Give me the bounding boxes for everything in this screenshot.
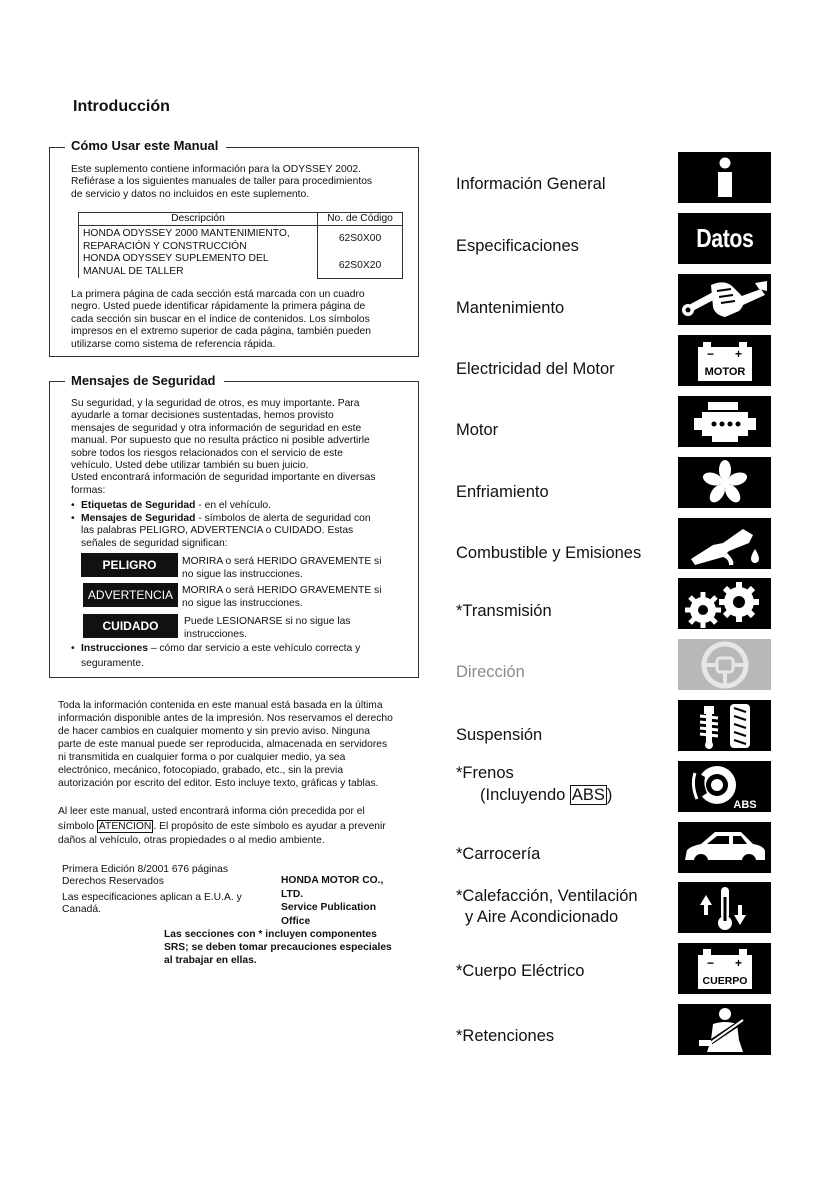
list-item bbox=[71, 643, 411, 670]
bullet-title: Instrucciones bbox=[81, 643, 148, 654]
notice-line: ni transmitida en cualquier forma o por cualquier medio, ya sea bbox=[58, 752, 346, 763]
publisher-line: Service Publication bbox=[281, 902, 376, 913]
svg-text:−: − bbox=[706, 955, 714, 970]
bullet-title: Etiquetas de Seguridad bbox=[81, 500, 196, 511]
battery-cuerpo-icon[interactable] bbox=[678, 943, 771, 994]
list-item bbox=[71, 500, 411, 513]
battery-motor-icon[interactable] bbox=[678, 335, 771, 386]
usage-intro bbox=[71, 164, 411, 201]
table-header-description: Descripción bbox=[79, 213, 318, 226]
gears-icon[interactable] bbox=[678, 578, 771, 629]
section-link-calefaccion[interactable]: *Calefacción, Ventilación bbox=[456, 887, 638, 905]
publisher-line: Office bbox=[281, 915, 311, 927]
section-link-motor[interactable]: Motor bbox=[456, 421, 499, 439]
bullet-text: - símbolos de alerta de seguridad con bbox=[195, 512, 371, 524]
shock-absorber-icon[interactable] bbox=[678, 700, 771, 751]
section-sublabel-frenos-abs[interactable] bbox=[480, 786, 612, 805]
datos-icon[interactable] bbox=[678, 213, 771, 264]
srs-line: al trabajar en ellas. bbox=[164, 955, 257, 966]
section-link-carroceria[interactable]: *Carrocería bbox=[456, 845, 541, 863]
cuidado-label: CUIDADO bbox=[83, 614, 178, 638]
publisher bbox=[281, 874, 421, 928]
wrench-hand-icon[interactable] bbox=[678, 274, 771, 325]
safety-line: Su seguridad, y la seguridad de otros, es muy importante. Para bbox=[71, 398, 360, 409]
signal-line: MORIRA o será HERIDO GRAVEMENTE si bbox=[182, 585, 382, 596]
datos-icon-text: Datos bbox=[695, 223, 754, 253]
section-link-electricidad-motor[interactable]: Electricidad del Motor bbox=[456, 360, 615, 378]
safety-paragraph bbox=[71, 398, 411, 497]
list-item bbox=[71, 513, 411, 551]
battery-cuerpo-icon-text: CUERPO bbox=[702, 974, 747, 987]
info-icon[interactable] bbox=[678, 152, 771, 203]
table-header-row bbox=[79, 213, 403, 226]
safety-bullets-2 bbox=[71, 643, 411, 670]
usage-after bbox=[71, 289, 411, 351]
bullet-title: Mensajes de Seguridad bbox=[81, 512, 196, 524]
publisher-line: HONDA MOTOR CO., bbox=[281, 875, 384, 886]
cuidado-text bbox=[184, 615, 351, 641]
safety-line: formas: bbox=[71, 484, 106, 496]
bullet-text: seguramente. bbox=[81, 657, 144, 669]
edition-line: Primera Edición 8/2001 676 páginas bbox=[62, 864, 229, 875]
description-line: REPARACIÓN Y CONSTRUCCIÓN bbox=[83, 240, 247, 252]
page-title: Introducción bbox=[73, 98, 170, 115]
safety-line: ayudarle a tomar decisiones sustentadas, hemos provisto bbox=[71, 410, 334, 422]
steering-wheel-icon[interactable] bbox=[678, 639, 771, 690]
description-line: MANUAL DE TALLER bbox=[83, 265, 184, 277]
notice-line: electrónico, mecánico, fotocopiado, grabado, etc., sin la previa bbox=[58, 765, 344, 776]
engine-icon[interactable] bbox=[678, 396, 771, 447]
notice-line: información disponible antes de la impresión. Nos reservamos el derecho bbox=[58, 713, 393, 724]
table-cell-code bbox=[318, 226, 403, 278]
table-row bbox=[79, 226, 403, 278]
abs-boxed-label: ABS bbox=[571, 786, 605, 804]
usage-after-line: impresos en el extremo superior de cada página, también pueden bbox=[71, 326, 371, 338]
description-line: HONDA ODYSSEY 2000 MANTENIMIENTO, bbox=[83, 228, 290, 240]
svg-text:+: + bbox=[734, 346, 742, 361]
usage-intro-line: de servicio y datos no incluidos en este suplemento. bbox=[71, 188, 310, 200]
abs-icon-text: ABS bbox=[732, 798, 757, 811]
signal-line: no sigue las instrucciones. bbox=[182, 569, 303, 580]
edition-line: Derechos Reservados bbox=[62, 876, 164, 888]
table-header-code: No. de Código bbox=[318, 213, 403, 226]
table-cell-description bbox=[79, 226, 318, 278]
usage-legend: Cómo Usar este Manual bbox=[65, 138, 226, 153]
signal-line: MORIRA o será HERIDO GRAVEMENTE si bbox=[182, 556, 382, 567]
edition-info bbox=[62, 864, 272, 917]
manual-codes-table bbox=[78, 212, 403, 279]
frenos-sublabel-text: ) bbox=[606, 786, 613, 804]
section-link-combustible-emisiones[interactable]: Combustible y Emisiones bbox=[456, 544, 642, 562]
seatbelt-icon[interactable] bbox=[678, 1004, 771, 1055]
section-link-mantenimiento[interactable]: Mantenimiento bbox=[456, 299, 565, 317]
section-sublabel-aire-acondicionado[interactable]: y Aire Acondicionado bbox=[465, 908, 619, 926]
notice-line: Toda la información contenida en este manual está basada en la última bbox=[58, 700, 383, 711]
code-value: 62S0X20 bbox=[338, 259, 382, 271]
usage-intro-line: Refiérase a los siguientes manuales de taller para procedimientos bbox=[71, 176, 373, 188]
safety-legend: Mensajes de Seguridad bbox=[65, 373, 224, 388]
notice-line: de hacer cambios en cualquier momento y sin previo aviso. Ninguna bbox=[58, 726, 370, 737]
code-value: 62S0X00 bbox=[338, 233, 382, 245]
usage-after-line: negro. Usted puede identificar rápidamente la primera página de bbox=[71, 301, 366, 313]
advertencia-text bbox=[182, 584, 382, 610]
safety-line: mensajes de seguridad y otra información de seguridad en este bbox=[71, 422, 362, 434]
svg-text:−: − bbox=[706, 346, 714, 361]
safety-bullets bbox=[71, 500, 411, 550]
safety-line: manual. Por supuesto que no resulta práctico ni posible advertirle bbox=[71, 435, 370, 447]
signal-line: no sigue las instrucciones. bbox=[182, 598, 303, 609]
advertencia-label: ADVERTENCIA bbox=[83, 583, 178, 607]
edition-line: Las especificaciones aplican a E.U.A. y bbox=[62, 891, 242, 903]
svg-text:+: + bbox=[734, 955, 742, 970]
section-link-cuerpo-electrico[interactable]: *Cuerpo Eléctrico bbox=[456, 962, 585, 980]
edition-line: Canadá. bbox=[62, 904, 101, 916]
bullet-text: – cómo dar servicio a este vehículo correcta y bbox=[147, 643, 361, 654]
atencion-symbol: ATENCION bbox=[98, 820, 152, 832]
safety-line: Usted encontrará información de seguridad importante en diversas bbox=[71, 472, 376, 484]
atencion-line: Al leer este manual, usted encontrará informa ción precedida por el bbox=[58, 806, 365, 817]
section-link-suspension[interactable]: Suspensión bbox=[456, 726, 543, 744]
usage-after-line: utilizarse como sistema de referencia rápida. bbox=[71, 338, 276, 350]
section-link-transmision[interactable]: *Transmisión bbox=[456, 602, 552, 620]
fuel-nozzle-icon[interactable] bbox=[678, 518, 771, 569]
srs-line: SRS; se deben tomar precauciones especiales bbox=[164, 942, 392, 953]
section-link-frenos[interactable]: *Frenos bbox=[456, 764, 514, 782]
atencion-text: . El propósito de este símbolo es ayudar a prevenir bbox=[153, 820, 386, 832]
car-body-icon[interactable] bbox=[678, 822, 771, 873]
signal-line: instrucciones. bbox=[184, 629, 247, 640]
peligro-label: PELIGRO bbox=[81, 553, 178, 577]
usage-after-line: cada sección sin buscar en el índice de contenidos. Los símbolos bbox=[71, 313, 370, 325]
thermometer-icon[interactable] bbox=[678, 882, 771, 933]
publisher-line: LTD. bbox=[281, 888, 304, 900]
bullet-text: - en el vehículo. bbox=[195, 500, 271, 511]
atencion-line: daños al vehículo, otras propiedades o al medio ambiente. bbox=[58, 835, 325, 846]
battery-motor-icon-text: MOTOR bbox=[704, 365, 745, 378]
section-link-enfriamiento[interactable]: Enfriamiento bbox=[456, 483, 549, 501]
brake-disc-icon[interactable] bbox=[678, 761, 771, 812]
section-link-informacion-general[interactable]: Información General bbox=[456, 175, 606, 193]
srs-note bbox=[164, 928, 424, 967]
section-link-direccion[interactable]: Dirección bbox=[456, 663, 525, 681]
notice-line: parte de este manual puede ser reproducida, almacenada en servidores bbox=[58, 739, 388, 750]
description-line: HONDA ODYSSEY SUPLEMENTO DEL bbox=[83, 253, 269, 265]
safety-line: vehículo. Usted debe utilizar también su buen juicio. bbox=[71, 460, 309, 472]
atencion-line bbox=[58, 820, 423, 835]
safety-line: sobre todos los riesgos relacionados con el servicio de este bbox=[71, 447, 343, 459]
bullet-text: señales de seguridad significan: bbox=[81, 537, 228, 549]
atencion-paragraph bbox=[58, 805, 423, 849]
section-link-retenciones[interactable]: *Retenciones bbox=[456, 1027, 555, 1045]
signal-line: Puede LESIONARSE si no sigue las bbox=[184, 616, 351, 627]
frenos-sublabel-text: (Incluyendo bbox=[480, 786, 570, 804]
srs-line: Las secciones con * incluyen componentes bbox=[164, 929, 377, 940]
atencion-text: símbolo bbox=[58, 820, 97, 832]
fan-icon[interactable] bbox=[678, 457, 771, 508]
bullet-text: las palabras PELIGRO, ADVERTENCIA o CUIDADO. Estas bbox=[81, 525, 354, 537]
usage-after-line: La primera página de cada sección está marcada con un cuadro bbox=[71, 289, 365, 300]
notice-line: autorización por escrito del editor. Esto incluye texto, gráficas y tablas. bbox=[58, 778, 379, 789]
notice-paragraph bbox=[58, 699, 423, 790]
usage-intro-line: Este suplemento contiene información para la ODYSSEY 2002. bbox=[71, 164, 362, 175]
section-link-especificaciones[interactable]: Especificaciones bbox=[456, 237, 579, 255]
peligro-text bbox=[182, 555, 382, 581]
